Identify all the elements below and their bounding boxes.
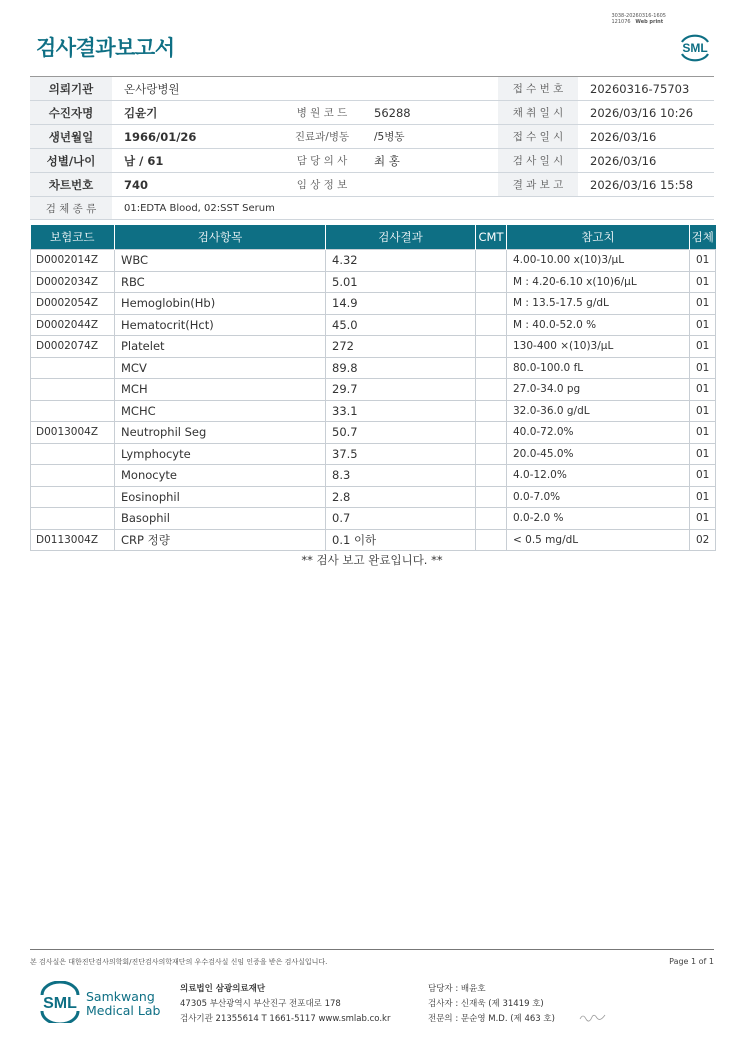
table-row (31, 379, 716, 401)
signature-icon (578, 1011, 608, 1023)
staff-tester: 검사자 : 신재욱 (제 31419 호) (428, 999, 544, 1009)
info-row (30, 197, 714, 220)
reference-cell: 0.0-2.0 % (507, 508, 690, 530)
insurance-code-cell: D0002014Z (31, 250, 115, 272)
reference-cell: M : 4.20-6.10 x(10)6/μL (507, 271, 690, 293)
info-label: 의뢰기관 (30, 77, 112, 100)
sml-logo-icon (676, 30, 714, 64)
test-item-cell: WBC (115, 250, 326, 272)
table-row (31, 336, 716, 358)
info-label: 검 사 일 시 (498, 149, 578, 172)
result-cell: 50.7 (326, 422, 476, 444)
specimen-cell: 01 (690, 443, 716, 465)
table-row (31, 529, 716, 551)
insurance-code-cell: D0002034Z (31, 271, 115, 293)
specimen-cell: 01 (690, 293, 716, 315)
result-cell: 272 (326, 336, 476, 358)
test-item-cell: Lymphocyte (115, 443, 326, 465)
sml-logo-text: SML (43, 995, 77, 1012)
table-row (31, 314, 716, 336)
table-row (31, 357, 716, 379)
info-value (362, 173, 498, 196)
print-reference (611, 13, 666, 25)
result-cell: 33.1 (326, 400, 476, 422)
test-item-cell: Eosinophil (115, 486, 326, 508)
footer-divider (30, 949, 714, 950)
test-item-cell: Platelet (115, 336, 326, 358)
cmt-cell (476, 400, 507, 422)
brand-line1: Samkwang (86, 989, 155, 1004)
cmt-cell (476, 508, 507, 530)
cmt-cell (476, 465, 507, 487)
col-header-test-item: 검사항목 (115, 225, 326, 250)
reference-cell: 20.0-45.0% (507, 443, 690, 465)
reference-cell: 0.0-7.0% (507, 486, 690, 508)
insurance-code-cell (31, 357, 115, 379)
info-value: 2026/03/16 (590, 129, 657, 144)
cmt-cell (476, 486, 507, 508)
sml-logo-text: SML (682, 41, 708, 55)
info-value: 2026/03/16 15:58 (590, 177, 694, 192)
info-value: 1966/01/26 (124, 129, 197, 144)
cmt-cell (476, 293, 507, 315)
info-label: 결 과 보 고 (498, 173, 578, 196)
cmt-cell (476, 271, 507, 293)
cmt-cell (476, 443, 507, 465)
info-value: 김윤기 (124, 105, 158, 120)
insurance-code-cell (31, 400, 115, 422)
table-header-row (31, 225, 716, 250)
info-value: 2026/03/16 (590, 153, 657, 168)
info-label: 진료과/병동 (294, 131, 350, 143)
org-name: 의료법인 삼광의료재단 (180, 984, 266, 994)
specimen-cell: 01 (690, 271, 716, 293)
info-label: 담 당 의 사 (296, 155, 348, 167)
info-label: 차트번호 (30, 173, 112, 196)
table-row (31, 486, 716, 508)
patient-info-block (30, 76, 714, 220)
result-cell: 5.01 (326, 271, 476, 293)
table-row (31, 250, 716, 272)
organization-info (180, 982, 390, 1027)
info-label: 임 상 정 보 (296, 179, 348, 191)
test-item-cell: Basophil (115, 508, 326, 530)
result-cell: 37.5 (326, 443, 476, 465)
org-contact: 검사기관 21355614 T 1661-5117 www.smlab.co.kr (180, 1014, 391, 1024)
insurance-code-cell: D0113004Z (31, 529, 115, 551)
brand-line2: Medical Lab (86, 1003, 161, 1018)
info-row (30, 125, 714, 149)
info-value: 740 (124, 177, 149, 192)
specimen-cell: 01 (690, 486, 716, 508)
staff-info (428, 982, 555, 1027)
reference-cell: 80.0-100.0 fL (507, 357, 690, 379)
table-row (31, 465, 716, 487)
insurance-code-cell: D0002044Z (31, 314, 115, 336)
test-item-cell: Monocyte (115, 465, 326, 487)
test-item-cell: RBC (115, 271, 326, 293)
web-print-label: Web print (635, 19, 664, 25)
cmt-cell (476, 422, 507, 444)
cmt-cell (476, 529, 507, 551)
specimen-cell: 01 (690, 465, 716, 487)
test-item-cell: MCH (115, 379, 326, 401)
info-value: 남 / 61 (124, 153, 164, 168)
info-label: 생년월일 (30, 125, 112, 148)
specimen-cell: 02 (690, 529, 716, 551)
table-row (31, 400, 716, 422)
info-row (30, 173, 714, 197)
info-value: 01:EDTA Blood, 02:SST Serum (124, 202, 275, 214)
result-cell: 14.9 (326, 293, 476, 315)
print-ref-line1: 3038-20260316-1605 (611, 13, 666, 19)
reference-cell: 130-400 ×(10)3/μL (507, 336, 690, 358)
cmt-cell (476, 379, 507, 401)
reference-cell: 4.00-10.00 x(10)3/μL (507, 250, 690, 272)
cmt-cell (476, 357, 507, 379)
info-label: 성별/나이 (30, 149, 112, 172)
page-number: Page 1 of 1 (669, 957, 714, 966)
col-header-specimen: 검체 (690, 225, 716, 250)
insurance-code-cell (31, 379, 115, 401)
info-label: 채 취 일 시 (498, 101, 578, 124)
report-title: 검사결과보고서 (36, 36, 175, 60)
certification-note: 본 검사실은 대한진단검사의학회/진단검사의학재단의 우수검사실 신임 인증을 받은 검사실입니다. (30, 958, 328, 966)
info-label: 접 수 일 시 (498, 125, 578, 148)
reference-cell: < 0.5 mg/dL (507, 529, 690, 551)
cmt-cell (476, 336, 507, 358)
info-row (30, 149, 714, 173)
specimen-cell: 01 (690, 357, 716, 379)
table-row (31, 293, 716, 315)
specimen-cell: 01 (690, 314, 716, 336)
info-value: 온사랑병원 (124, 81, 180, 96)
print-ref-line2 (611, 19, 666, 25)
result-cell: 2.8 (326, 486, 476, 508)
reference-cell: M : 13.5-17.5 g/dL (507, 293, 690, 315)
result-cell: 45.0 (326, 314, 476, 336)
reference-cell: 4.0-12.0% (507, 465, 690, 487)
result-cell: 89.8 (326, 357, 476, 379)
info-label: 접 수 번 호 (498, 77, 578, 100)
info-value: 최 홍 (374, 153, 400, 168)
reference-cell: M : 40.0-52.0 % (507, 314, 690, 336)
info-value: 56288 (374, 105, 411, 120)
table-row (31, 508, 716, 530)
info-label: 병 원 코 드 (296, 107, 348, 119)
staff-in-charge: 담당자 : 배윤호 (428, 984, 486, 994)
result-cell: 0.7 (326, 508, 476, 530)
table-row (31, 271, 716, 293)
result-cell: 8.3 (326, 465, 476, 487)
staff-specialist: 전문의 : 문순영 M.D. (제 463 호) (428, 1014, 555, 1024)
test-item-cell: MCV (115, 357, 326, 379)
specimen-cell: 01 (690, 400, 716, 422)
cmt-cell (476, 250, 507, 272)
reference-cell: 27.0-34.0 pg (507, 379, 690, 401)
reference-cell: 40.0-72.0% (507, 422, 690, 444)
info-label: 검 체 종 류 (30, 197, 112, 219)
brand-name (86, 990, 160, 1018)
completion-message: ** 검사 보고 완료입니다. ** (301, 553, 443, 567)
cmt-cell (476, 314, 507, 336)
info-value: 20260316-75703 (590, 81, 690, 96)
specimen-cell: 01 (690, 508, 716, 530)
insurance-code-cell: D0013004Z (31, 422, 115, 444)
result-cell: 29.7 (326, 379, 476, 401)
org-address: 47305 부산광역시 부산진구 전포대로 178 (180, 999, 341, 1009)
test-item-cell: MCHC (115, 400, 326, 422)
specimen-cell: 01 (690, 336, 716, 358)
info-row (30, 101, 714, 125)
results-table (30, 225, 716, 551)
col-header-insurance-code: 보험코드 (31, 225, 115, 250)
sml-logo-icon (36, 981, 84, 1023)
test-item-cell: Neutrophil Seg (115, 422, 326, 444)
specimen-cell: 01 (690, 422, 716, 444)
col-header-result: 검사결과 (326, 225, 476, 250)
insurance-code-cell (31, 508, 115, 530)
info-label: 수진자명 (30, 101, 112, 124)
reference-cell: 32.0-36.0 g/dL (507, 400, 690, 422)
insurance-code-cell (31, 465, 115, 487)
specimen-cell: 01 (690, 250, 716, 272)
test-item-cell: Hemoglobin(Hb) (115, 293, 326, 315)
result-cell: 0.1 이하 (326, 529, 476, 551)
info-row (30, 77, 714, 101)
print-ref-code: 121076 (611, 19, 631, 25)
specimen-cell: 01 (690, 379, 716, 401)
col-header-cmt: CMT (476, 225, 507, 250)
test-item-cell: Hematocrit(Hct) (115, 314, 326, 336)
insurance-code-cell: D0002074Z (31, 336, 115, 358)
test-item-cell: CRP 정량 (115, 529, 326, 551)
info-value: /5병동 (374, 131, 405, 143)
insurance-code-cell (31, 486, 115, 508)
info-value: 2026/03/16 10:26 (590, 105, 694, 120)
col-header-reference: 참고치 (507, 225, 690, 250)
result-cell: 4.32 (326, 250, 476, 272)
table-row (31, 443, 716, 465)
table-row (31, 422, 716, 444)
insurance-code-cell (31, 443, 115, 465)
insurance-code-cell: D0002054Z (31, 293, 115, 315)
